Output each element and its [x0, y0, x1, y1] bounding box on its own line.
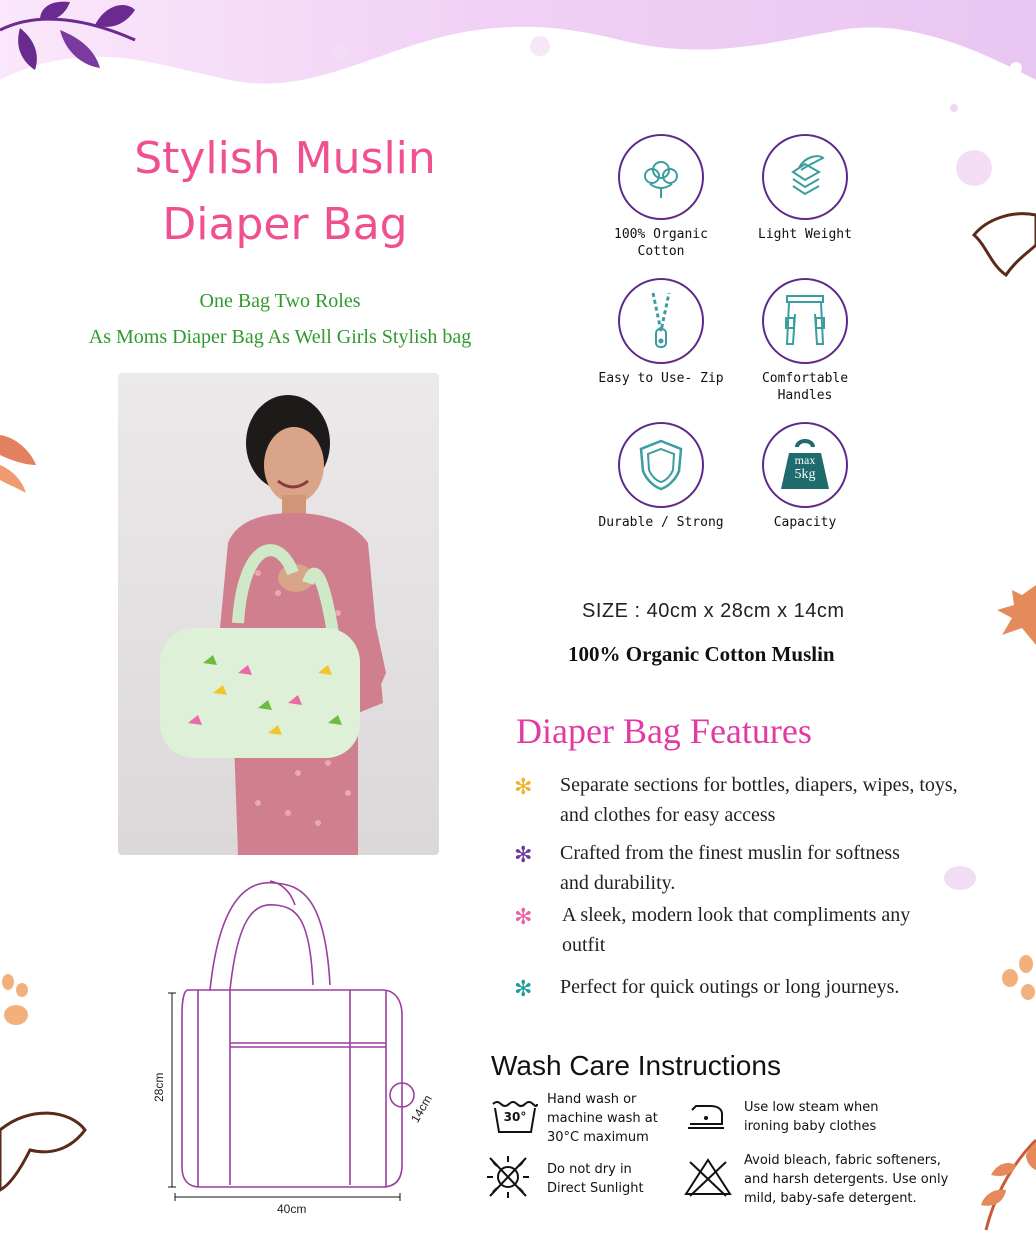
bubble-decoration: [956, 150, 992, 186]
maple-leaf-decoration: [992, 580, 1036, 650]
wash-30-badge: 30°: [503, 1110, 527, 1124]
capacity-badge-line-1: max: [794, 453, 816, 467]
icon-label-durable: Durable / Strong: [598, 515, 724, 530]
flower-bullet-icon: ✻: [514, 976, 533, 1001]
wash-text: Use low steam when ironing baby clothes: [744, 1100, 879, 1134]
no-sun-dry-icon: [484, 1152, 532, 1202]
feature-text: Crafted from the finest muslin for softness and durability.: [560, 842, 900, 894]
no-bleach-icon: [682, 1156, 734, 1198]
shield-icon: [618, 422, 704, 508]
icon-label-zip: Easy to Use- Zip: [598, 371, 724, 386]
bubble-decoration: [950, 104, 958, 112]
product-title-line-1: Stylish Muslin: [134, 133, 436, 184]
iron-icon: [684, 1098, 728, 1134]
wash-care-title: Wash Care Instructions: [491, 1050, 781, 1081]
capacity-badge-line-2: 5kg: [794, 467, 816, 482]
tagline-line-2: As Moms Diaper Bag As Well Girls Stylish bag: [88, 326, 472, 348]
leaf-decoration-bottom-right: [976, 1130, 1036, 1240]
cotton-icon: [618, 134, 704, 220]
product-photo: [118, 373, 439, 855]
flower-bullet-icon: ✻: [514, 774, 533, 799]
feature-item: [514, 972, 954, 1002]
header-wave-decoration: [0, 0, 1036, 120]
icon-label-light-weight: Light Weight: [758, 227, 852, 242]
leaf-decoration-top-left: [0, 0, 140, 75]
product-title-line-2: Diaper Bag: [162, 199, 408, 250]
icon-label-cotton: 100% Organic Cotton: [614, 227, 708, 259]
wash-text: Do not dry in Direct Sunlight: [547, 1162, 644, 1196]
leaf-decoration-bottom-left: [0, 1100, 90, 1200]
feature-text: Perfect for quick outings or long journeys.: [560, 976, 900, 998]
dimension-width-label: 40cm: [277, 1202, 307, 1216]
features-title: Diaper Bag Features: [516, 711, 812, 751]
feature-item: [514, 838, 954, 898]
feature-item: [514, 900, 954, 960]
bag-dimension-drawing: [150, 875, 450, 1205]
wash-text: Hand wash or machine wash at 30°C maximum: [547, 1092, 658, 1145]
icon-label-capacity: Capacity: [773, 515, 837, 530]
handles-icon: [762, 278, 848, 364]
feature-text: A sleek, modern look that compliments any outfit: [562, 904, 911, 956]
wash-text: Avoid bleach, fabric softeners, and harsh detergents. Use only mild, baby-safe detergent.: [744, 1153, 949, 1206]
dimension-height-label: 28cm: [152, 1072, 166, 1102]
feather-icon: [762, 134, 848, 220]
paw-decoration-right: [996, 950, 1036, 1010]
leaf-decoration-right: [966, 205, 1036, 285]
dimension-depth-label: 14cm: [408, 1092, 435, 1125]
paw-decoration-left: [0, 970, 40, 1030]
size-text: SIZE : 40cm x 28cm x 14cm: [582, 600, 845, 622]
leaf-decoration-left: [0, 425, 40, 495]
icon-label-handles: Comfortable Handles: [761, 371, 849, 403]
zipper-icon: [618, 278, 704, 364]
tagline-line-1: One Bag Two Roles: [199, 290, 361, 312]
feature-item: [514, 770, 958, 830]
flower-bullet-icon: ✻: [514, 842, 533, 867]
weight-icon: [762, 422, 848, 508]
material-text: 100% Organic Cotton Muslin: [568, 642, 835, 666]
flower-bullet-icon: ✻: [514, 904, 533, 929]
feature-text: Separate sections for bottles, diapers, wipes, toys, and clothes for easy access: [560, 774, 958, 826]
